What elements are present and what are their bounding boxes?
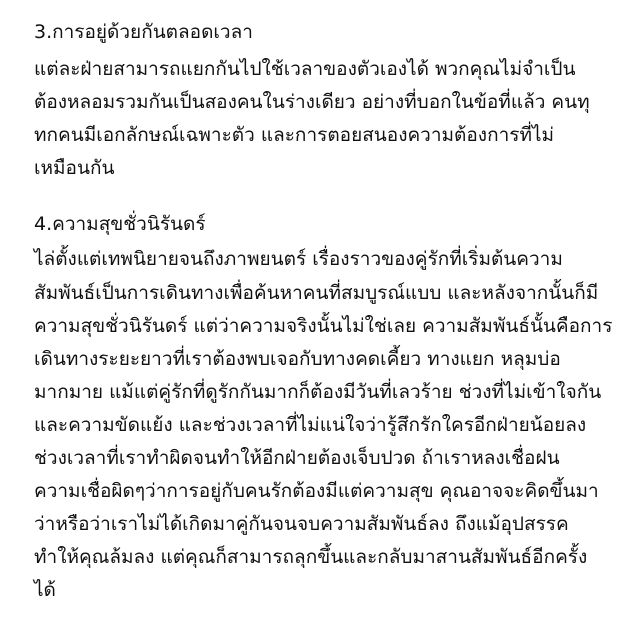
section-4-line-6: และความขัดแย้ง และช่วงเวลาที่ไม่แน่ใจว่ารู้สึกรักใครอีกฝ่ายน้อยลง: [34, 414, 587, 436]
section-3-heading: 3.การอยู่ด้วยกันตลอดเวลา: [34, 21, 253, 43]
section-4-line-7: ช่วงเวลาที่เราทำผิดจนทำให้อีกฝ่ายต้องเจ็บปวด ถ้าเราหลงเชื่อฝน: [34, 447, 560, 469]
section-4-line-8: ความเชื่อผิดๆว่าการอยู่กับคนรักต้องมีแต่ความสุข คุณอาจจะคิดขึ้นมา: [34, 480, 599, 502]
section-4-line-4: เดินทางระยะยาวที่เราต้องพบเจอกับทางคดเคี้ยว ทางแยก หลุมบ่อ: [34, 348, 561, 370]
section-4-heading: 4.ความสุขชั่วนิรันดร์: [34, 213, 206, 235]
section-4-line-3: ความสุขชั่วนิรันดร์ แต่ว่าความจริงนั้นไม่ใช่เลย ความสัมพันธ์นั้นคือการ: [34, 315, 613, 337]
section-3-line-3: ทกคนมีเอกลักษณ์เฉพาะตัว และการตอยสนองความต้องการที่ไม่: [34, 124, 555, 146]
section-4-line-9: ว่าหรือว่าเราไม่ได้เกิดมาคู่กันจนจบความสัมพันธ์ลง ถึงแม้อุปสรรค: [34, 513, 569, 535]
section-4-line-5: มากมาย แม้แต่คู่รักที่ดูรักกันมากก็ต้องมีวันที่เลวร้าย ช่วงที่ไม่เข้าใจกัน: [34, 381, 602, 403]
section-4-line-10: ทำให้คุณล้มลง แต่คุณก็สามารถลุกขึ้นและกลับมาสานสัมพันธ์อีกครั้ง: [34, 546, 588, 568]
section-4-line-2: สัมพันธ์เป็นการเดินทางเพื่อค้นหาคนที่สมบูรณ์แบบ และหลังจากนั้นก็มี: [34, 282, 599, 304]
section-3-line-1: แต่ละฝ่ายสามารถแยกกันไปใช้เวลาของตัวเองได้ พวกคุณไม่จำเป็น: [34, 58, 576, 80]
section-4-line-11: ได้: [34, 579, 56, 601]
section-4-line-1: ไล่ตั้งแต่เทพนิยายจนถึงภาพยนตร์ เรื่องราวของคู่รักที่เริ่มต้นความ: [34, 248, 563, 270]
section-3-line-2: ต้องหลอมรวมกันเป็นสองคนในร่างเดียว อย่างที่บอกในข้อที่แล้ว คนทุ: [34, 91, 590, 113]
section-3-line-4: เหมือนกัน: [34, 157, 115, 179]
